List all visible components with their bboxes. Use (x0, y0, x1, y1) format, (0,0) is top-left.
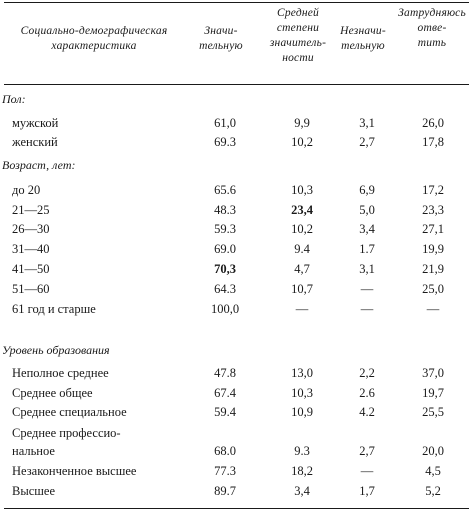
header-significant-line-2: тельную (199, 40, 243, 52)
table-row (4, 444, 469, 464)
row-label: 61 год и старше (12, 302, 96, 316)
table-row (4, 484, 469, 504)
section-title: Уровень образования (2, 343, 110, 357)
bottom-rule (4, 508, 469, 509)
value-cell: 3,4 (294, 484, 310, 498)
value-cell: 77.3 (214, 464, 236, 478)
value-cell: 13,0 (291, 366, 313, 380)
value-cell: 19,9 (422, 242, 444, 256)
value-cell: 10,2 (291, 222, 313, 236)
value-cell: 4.2 (359, 405, 375, 419)
value-cell: 25,5 (422, 405, 444, 419)
value-cell: 37,0 (422, 366, 444, 380)
value-cell: 9.3 (294, 444, 310, 458)
row-label: женский (12, 135, 58, 149)
value-cell: 2,2 (359, 366, 375, 380)
table-row (4, 222, 469, 242)
table-row (4, 464, 469, 484)
value-cell: 59.3 (214, 222, 236, 236)
row-label: Среднее специальное (12, 405, 127, 419)
header-rule (4, 84, 469, 85)
value-cell: 2,7 (359, 444, 375, 458)
value-cell: — (360, 282, 374, 296)
value-cell: 9,9 (294, 116, 310, 130)
table-row (4, 366, 469, 386)
section-title: Возраст, лет: (2, 158, 76, 172)
value-cell: 5,2 (425, 484, 441, 498)
value-cell: 6,9 (359, 183, 375, 197)
value-cell: 2,7 (359, 135, 375, 149)
table-row (4, 282, 469, 302)
table-row (4, 183, 469, 203)
row-label: 51—60 (12, 282, 50, 296)
value-cell: 1.7 (359, 242, 375, 256)
value-cell: 23,3 (422, 203, 444, 217)
value-cell: 19,7 (422, 386, 444, 400)
header-insignificant-line-1: Незначи- (340, 25, 386, 37)
value-cell: 100,0 (210, 302, 240, 316)
header-difficult-line-3: тить (417, 37, 447, 49)
value-cell: 70,3 (214, 262, 236, 276)
table-row (4, 242, 469, 262)
row-label: 31—40 (12, 242, 50, 256)
value-cell: 69.3 (214, 135, 236, 149)
value-cell: 20,0 (422, 444, 444, 458)
value-cell: 59.4 (214, 405, 236, 419)
value-cell: 69.0 (214, 242, 236, 256)
header-insignificant-line-2: тельную (341, 40, 385, 52)
row-label: мужской (12, 116, 59, 130)
header-difficult (397, 6, 467, 51)
value-cell: 3,1 (359, 116, 375, 130)
value-cell: — (295, 302, 309, 316)
value-cell: 10,3 (291, 183, 313, 197)
value-cell: 18,2 (291, 464, 313, 478)
table-row (4, 203, 469, 223)
value-cell: 4,5 (425, 464, 441, 478)
row-label: Среднее общее (12, 386, 93, 400)
row-label: до 20 (12, 183, 41, 197)
header-significant (190, 24, 252, 54)
value-cell: 26,0 (422, 116, 444, 130)
value-cell: 3,1 (359, 262, 375, 276)
header-difficult-line-1: Затрудняюсь (398, 7, 466, 19)
value-cell: 10,7 (291, 282, 313, 296)
header-characteristic-line-2: характеристика (51, 40, 137, 52)
value-cell: — (426, 302, 440, 316)
value-cell: 23,4 (291, 203, 313, 217)
header-difficult-line-2: отве- (417, 22, 447, 34)
value-cell: — (360, 302, 374, 316)
value-cell: 10,3 (291, 386, 313, 400)
header-medium-line-1: Средней (276, 7, 319, 19)
header-medium-line-3: значитель- (269, 37, 327, 49)
header-characteristic (4, 24, 184, 54)
table-row (4, 426, 469, 446)
value-cell: 21,9 (422, 262, 444, 276)
section-title: Пол: (2, 92, 26, 106)
value-cell: 25,0 (422, 282, 444, 296)
value-cell: 4,7 (294, 262, 310, 276)
row-label: Среднее профессио- (12, 426, 121, 440)
header-significant-line-1: Значи- (204, 25, 238, 37)
header-insignificant (333, 24, 393, 54)
value-cell: — (360, 464, 374, 478)
row-label: 21—25 (12, 203, 50, 217)
header-characteristic-line-1: Социально-демографическая (20, 25, 168, 37)
row-label: Неполное среднее (12, 366, 109, 380)
value-cell: 48.3 (214, 203, 236, 217)
top-rule (4, 2, 469, 3)
table-row (4, 135, 469, 155)
table-row (4, 302, 469, 322)
value-cell: 27,1 (422, 222, 444, 236)
value-cell: 64.3 (214, 282, 236, 296)
row-label: нальное (12, 444, 55, 458)
value-cell: 1,7 (359, 484, 375, 498)
table-row (4, 405, 469, 425)
value-cell: 17,2 (422, 183, 444, 197)
header-medium (262, 6, 334, 66)
table-row (4, 262, 469, 282)
value-cell: 10,9 (291, 405, 313, 419)
value-cell: 9.4 (294, 242, 310, 256)
value-cell: 47.8 (214, 366, 236, 380)
row-label: 41—50 (12, 262, 50, 276)
row-label: 26—30 (12, 222, 50, 236)
header-medium-line-2: степени (276, 22, 320, 34)
value-cell: 2.6 (359, 386, 375, 400)
header-medium-line-4: ности (282, 52, 314, 64)
table-row (4, 386, 469, 406)
value-cell: 65.6 (214, 183, 236, 197)
value-cell: 89.7 (214, 484, 236, 498)
value-cell: 3,4 (359, 222, 375, 236)
value-cell: 5,0 (359, 203, 375, 217)
row-label: Незаконченное высшее (12, 464, 137, 478)
value-cell: 61,0 (214, 116, 236, 130)
value-cell: 17,8 (422, 135, 444, 149)
table-row (4, 116, 469, 136)
value-cell: 68.0 (214, 444, 236, 458)
row-label: Высшее (12, 484, 56, 498)
value-cell: 10,2 (291, 135, 313, 149)
value-cell: 67.4 (214, 386, 236, 400)
